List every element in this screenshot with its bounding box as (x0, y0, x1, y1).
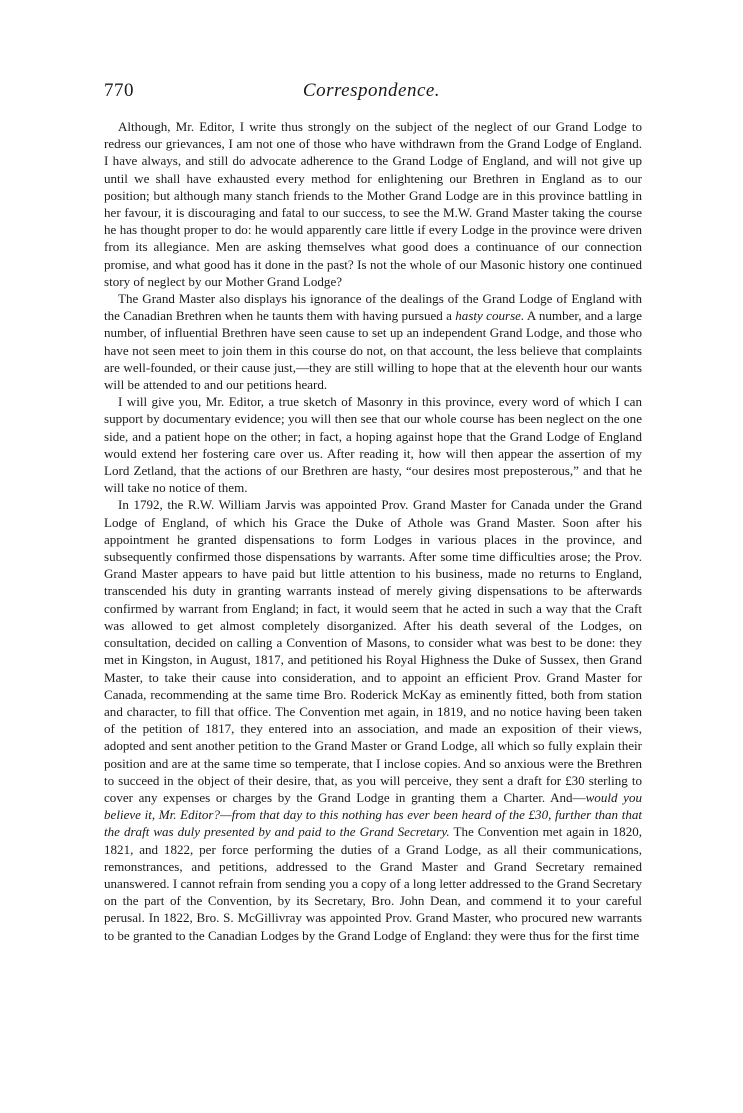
italic-text: hasty course. (455, 308, 525, 324)
page-number: 770 (104, 80, 134, 101)
text-run: The Convention met again in 1820, 1821, and 1822, per force performing the duties of a Grand Lodge, as all their communications, remonstrances, and petitions, addressed to the Grand Master and Grand Secretary remained unanswered. I cannot refrain from sending you a copy of a long letter addressed to the Grand Secretary on the part of the Convention, by its Secretary, Bro. John Dean, and commend it to your careful perusal. In 1822, Bro. S. McGillivray was appointed Prov. Grand Master, who procured new warrants to be granted to the Canadian Lodges by the Grand Lodge of England: they were thus for the first time (104, 824, 643, 943)
italic-text: would you believe it, Mr. Editor?—from that day to this nothing has ever been heard of the £30, further than that the draft was duly presented by and paid to the Grand Secretary. (104, 789, 642, 840)
text-run: I will give you, Mr. Editor, a true sketch of Masonry in this province, every word of which I can support by documentary evidence; you will then see that our whole course has been neglect on the one side, and a patient hope on the other; in fact, a hoping against hope that the Grand Lodge of England would extend her fostering care over us. After reading it, how will then appear the assertion of my Lord Zetland, that the actions of our Brethren are hasty, “our desires most preposterous,” and that he will take no notice of them. (104, 394, 642, 496)
running-title: Correspondence. (302, 80, 441, 101)
paragraph (104, 393, 642, 496)
text-run: The Grand Master also displays his ignorance of the dealings of the Grand Lodge of England with the Canadian Brethren when he taunts them with having pursued a (104, 291, 642, 324)
page-header (0, 80, 743, 104)
text-run: A number, and a large number, of influential Brethren have seen cause to set up an independent Grand Lodge, and those who have not seen meet to join them in this course do not, on that account, the less believe that complaints are well-founded, or their cause just,—they are still willing to hope that at the eleventh hour our wants will be attended to and our petitions heard. (104, 308, 642, 393)
body-text (104, 118, 642, 944)
text-run: In 1792, the R.W. William Jarvis was appointed Prov. Grand Master for Canada under the Grand Lodge of England, of which his Grace the Duke of Athole was Grand Master. Soon after his appointment he granted dispensations to form Lodges in various places in the province, and subsequently confirmed those dispensations by warrants. After some time difficulties arose; the Prov. Grand Master appears to have paid but little attention to his business, made no returns to England, transcended his duty in granting warrants instead of merely giving dispensations to be afterwards confirmed by warrant from England; in fact, it would seem that he acted in such a way that the Craft was allowed to get almost completely disorganized. After his death several of the Lodges, on consultation, decided on calling a Convention of Masons, to consider what was best to be done: they met in Kingston, in August, 1817, and petitioned his Royal Highness the Duke of Sussex, then Grand Master, to take their cause into consideration, and to appoint an efficient Prov. Grand Master for Canada, recommending at the same time Bro. Roderick McKay as eminently fitted, both from station and character, to fill that office. The Convention met again, in 1819, and no notice having been taken of the petition of 1817, they entered into an association, and made an exposition of their views, adopted and sent another petition to the Grand Master or Grand Lodge, all which so fully explain their position and are at the same time so temperate, that I inclose copies. And so anxious were the Brethren to succeed in the object of their desire, that, as you will perceive, they sent a draft for £30 sterling to cover any expenses or charges by the Grand Lodge in granting them a Charter. And— (104, 497, 642, 805)
text-run: Although, Mr. Editor, I write thus strongly on the subject of the neglect of our Grand Lodge to redress our grievances, I am not one of those who have withdrawn from the Grand Lodge of England. I have always, and still do advocate adherence to the Grand Lodge of England, and will not give up until we shall have exhausted every method for enlightening our Brethren in England as to our position; but although many stanch friends to the Mother Grand Lodge are in this province battling in her favour, it is discouraging and fatal to our success, to see the M.W. Grand Master taking the course he has thought proper to do: he would apparently care little if every Lodge in the province were driven from its allegiance. Men are asking themselves what good does a continuance of our connection promise, and what good has it done in the past? Is not the whole of our Masonic history one continued story of neglect by our Mother Grand Lodge? (104, 119, 642, 289)
paragraph (104, 496, 642, 943)
paragraph (104, 290, 642, 393)
paragraph (104, 118, 642, 290)
